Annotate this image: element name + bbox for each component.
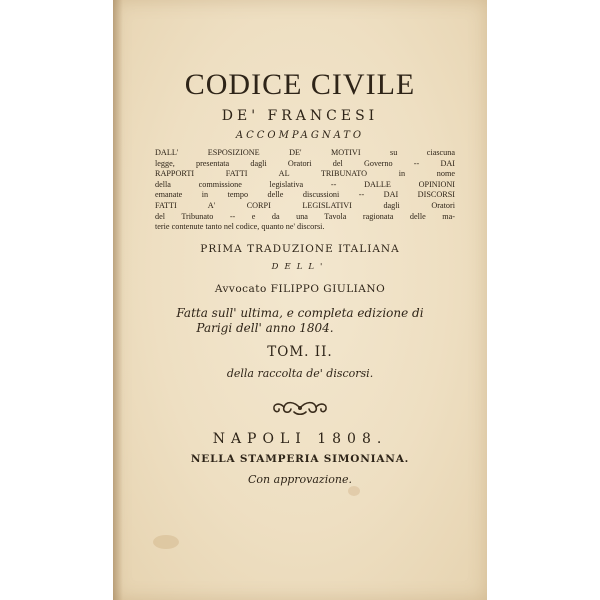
description-paragraph bbox=[155, 148, 455, 233]
description-line: RAPPORTI FATTI AL TRIBUNATO in nome bbox=[155, 169, 455, 179]
dell-line: DELL' bbox=[271, 262, 329, 272]
edition-note bbox=[113, 306, 487, 336]
description-line: della commissione legislativa -- DALLE OPINIONI bbox=[155, 179, 455, 189]
edition-note-line: Fatta sull' ultima, e completa edizione di bbox=[176, 306, 424, 320]
description-line: emanate in tempo delle discussioni -- DAI DISCORSI bbox=[155, 190, 455, 200]
description-line: DALL' ESPOSIZIONE DE' MOTIVI su ciascuna bbox=[155, 148, 455, 157]
book-subtitle: DE' FRANCESI bbox=[221, 108, 379, 124]
paper-stain bbox=[153, 535, 179, 549]
translation-line: PRIMA TRADUZIONE ITALIANA bbox=[200, 243, 400, 255]
approval-line: Con approvazione. bbox=[248, 473, 352, 486]
volume-number: TOM. II. bbox=[267, 344, 333, 360]
imprint-place-year: NAPOLI 1808. bbox=[212, 431, 388, 447]
fleuron-ornament-icon bbox=[270, 398, 330, 418]
description-line: legge, presentata dagli Oratori del Governo -- DAI bbox=[155, 158, 455, 168]
author-line: Avvocato FILIPPO GIULIANO bbox=[214, 283, 386, 295]
description-line: del Tribunato -- e da una Tavola ragionata delle ma- bbox=[155, 211, 455, 221]
edition-note-line: Parigi dell' anno 1804. bbox=[196, 321, 334, 335]
description-line: terie contenute tanto nel codice, quanto ne' discorsi. bbox=[155, 222, 325, 232]
book-title: CODICE CIVILE bbox=[184, 68, 416, 101]
printer-line: NELLA STAMPERIA SIMONIANA. bbox=[190, 453, 410, 465]
description-line: FATTI A' CORPI LEGISLATIVI dagli Oratori bbox=[155, 200, 455, 210]
accompagnato-line: ACCOMPAGNATO bbox=[235, 130, 365, 141]
paper-stain bbox=[348, 486, 360, 496]
collection-line: della raccolta de' discorsi. bbox=[226, 367, 374, 380]
title-page bbox=[113, 0, 487, 600]
